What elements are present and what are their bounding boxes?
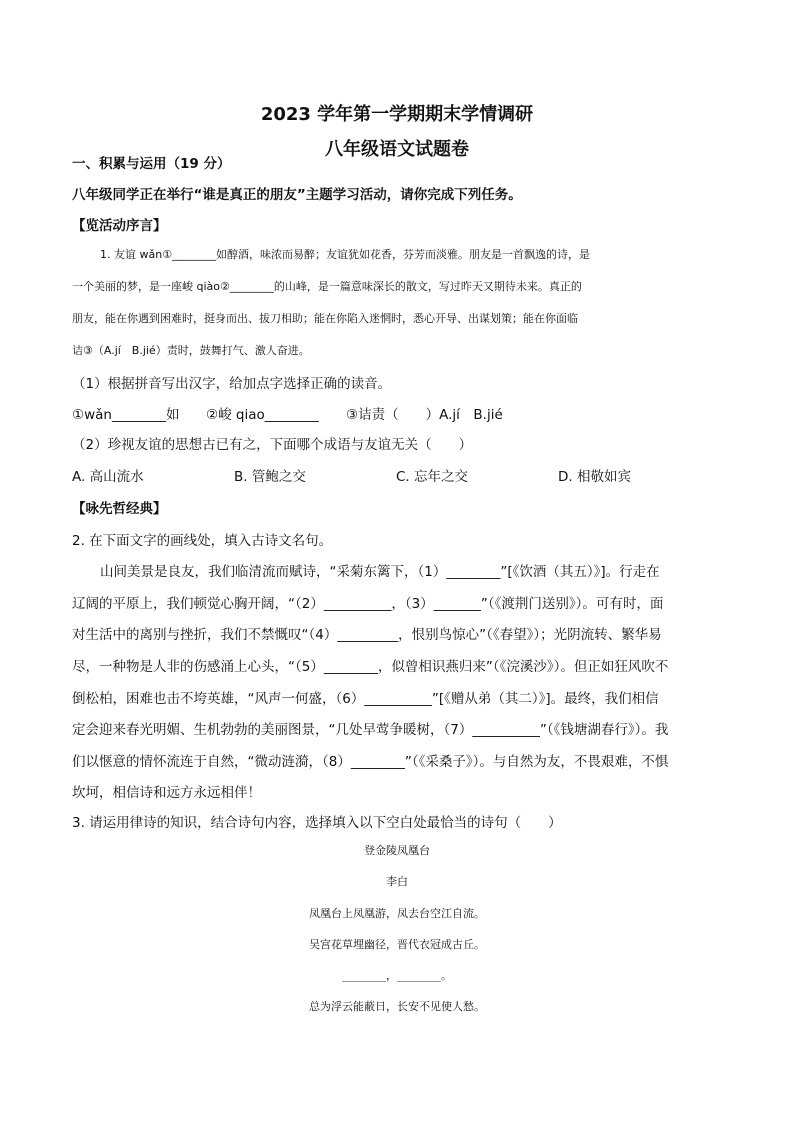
section-heading: 一、积累与运用（19 分） bbox=[72, 156, 231, 172]
passage-line: 一个美丽的梦，是一座峻 qiào②________的山峰，是一篇意味深长的散文，写过昨天又期待未来。真正的 bbox=[72, 280, 582, 293]
poetry-passage-line: 辽阔的平原上，我们顿觉心胸开阔，“（2）__________，（3）_______”（《渡荆门送别》）。可有时，面 bbox=[72, 596, 664, 612]
poem-line-blank: ________，________。 bbox=[342, 969, 452, 982]
poetry-passage-line: 倒松柏，困难也击不垮英雄，“风声一何盛，（6）__________”[《赠从弟（其二）》]。最终，我们相信 bbox=[72, 691, 659, 707]
answer-blank: ②峻 qiao________ bbox=[206, 407, 319, 423]
answer-choice: ③诘责（ ）A.jí B.jié bbox=[346, 407, 503, 423]
answer-blank: ①wǎn________如 bbox=[72, 407, 180, 423]
activity-intro: 八年级同学正在举行“谁是真正的朋友”主题学习活动，请你完成下列任务。 bbox=[72, 187, 522, 203]
poem-line: 凤凰台上凤凰游，凤去台空江自流。 bbox=[309, 907, 485, 920]
poetry-passage-line: 山间美景是良友，我们临清流而赋诗，“采菊东篱下，（1）________”[《饮酒（其五）》]。行走在 bbox=[100, 564, 660, 580]
question-1: （1）根据拼音写出汉字，给加点字选择正确的读音。 bbox=[72, 376, 392, 392]
poetry-passage-line: 对生活中的离别与挫折，我们不禁慨叹“（4）_________，恨别鸟惊心”（《春望》）；光阴流转、繁华易 bbox=[72, 627, 662, 643]
poem-author: 李白 bbox=[386, 875, 408, 888]
option-d: D. 相敬如宾 bbox=[558, 469, 631, 485]
page-subtitle: 八年级语文试题卷 bbox=[325, 139, 469, 160]
question-4-label: 3. 请运用律诗的知识，结合诗句内容，选择填入以下空白处最恰当的诗句（ ） bbox=[72, 815, 562, 831]
poem-line: 总为浮云能蔽日，长安不见使人愁。 bbox=[309, 1000, 485, 1013]
question-2: （2）珍视友谊的思想古已有之，下面哪个成语与友谊无关（ ） bbox=[72, 437, 473, 453]
poem-line: 吴宫花草埋幽径，晋代衣冠成古丘。 bbox=[309, 938, 485, 951]
passage-line: 朋友，能在你遇到困难时，挺身而出、拔刀相助；能在你陷入迷惘时，悉心开导、出谋划策；能在你面临 bbox=[72, 312, 578, 325]
option-b: B. 管鲍之交 bbox=[234, 469, 306, 485]
poem-title: 登金陵凤凰台 bbox=[364, 844, 430, 857]
poetry-passage-line: 尽，一种物是人非的伤感涌上心头，“（5）________，似曾相识燕归来”（《浣溪沙》）。但正如狂风吹不 bbox=[72, 659, 669, 675]
part-label-classics: 【咏先哲经典】 bbox=[72, 501, 167, 517]
poetry-passage-line: 定会迎来春光明媚、生机勃勃的美丽图景，“几处早莺争暖树，（7）__________”（《钱塘湖春行》）。我 bbox=[72, 722, 669, 738]
page-title: 2023 学年第一学期期末学情调研 bbox=[260, 104, 534, 125]
question-3-label: 2. 在下面文字的画线处，填入古诗文名句。 bbox=[72, 533, 333, 549]
part-label-preface: 【览活动序言】 bbox=[72, 218, 167, 234]
option-a: A. 高山流水 bbox=[72, 469, 144, 485]
poetry-passage-line: 坎坷，相信诗和远方永远相伴！ bbox=[72, 785, 261, 801]
option-c: C. 忘年之交 bbox=[396, 469, 469, 485]
poetry-passage-line: 们以惬意的情怀流连于自然，“微动涟漪，（8）________”（《采桑子》）。与自然为友，不畏艰难，不惧 bbox=[72, 754, 669, 770]
passage-line: 1. 友谊 wǎn①________如醇酒，味浓而易醉；友谊犹如花香，芬芳而淡雅。朋友是一首飘逸的诗，是 bbox=[100, 248, 591, 261]
passage-line: 诘③（A.jí B.jié）责时，鼓舞打气、激人奋进。 bbox=[72, 344, 310, 357]
